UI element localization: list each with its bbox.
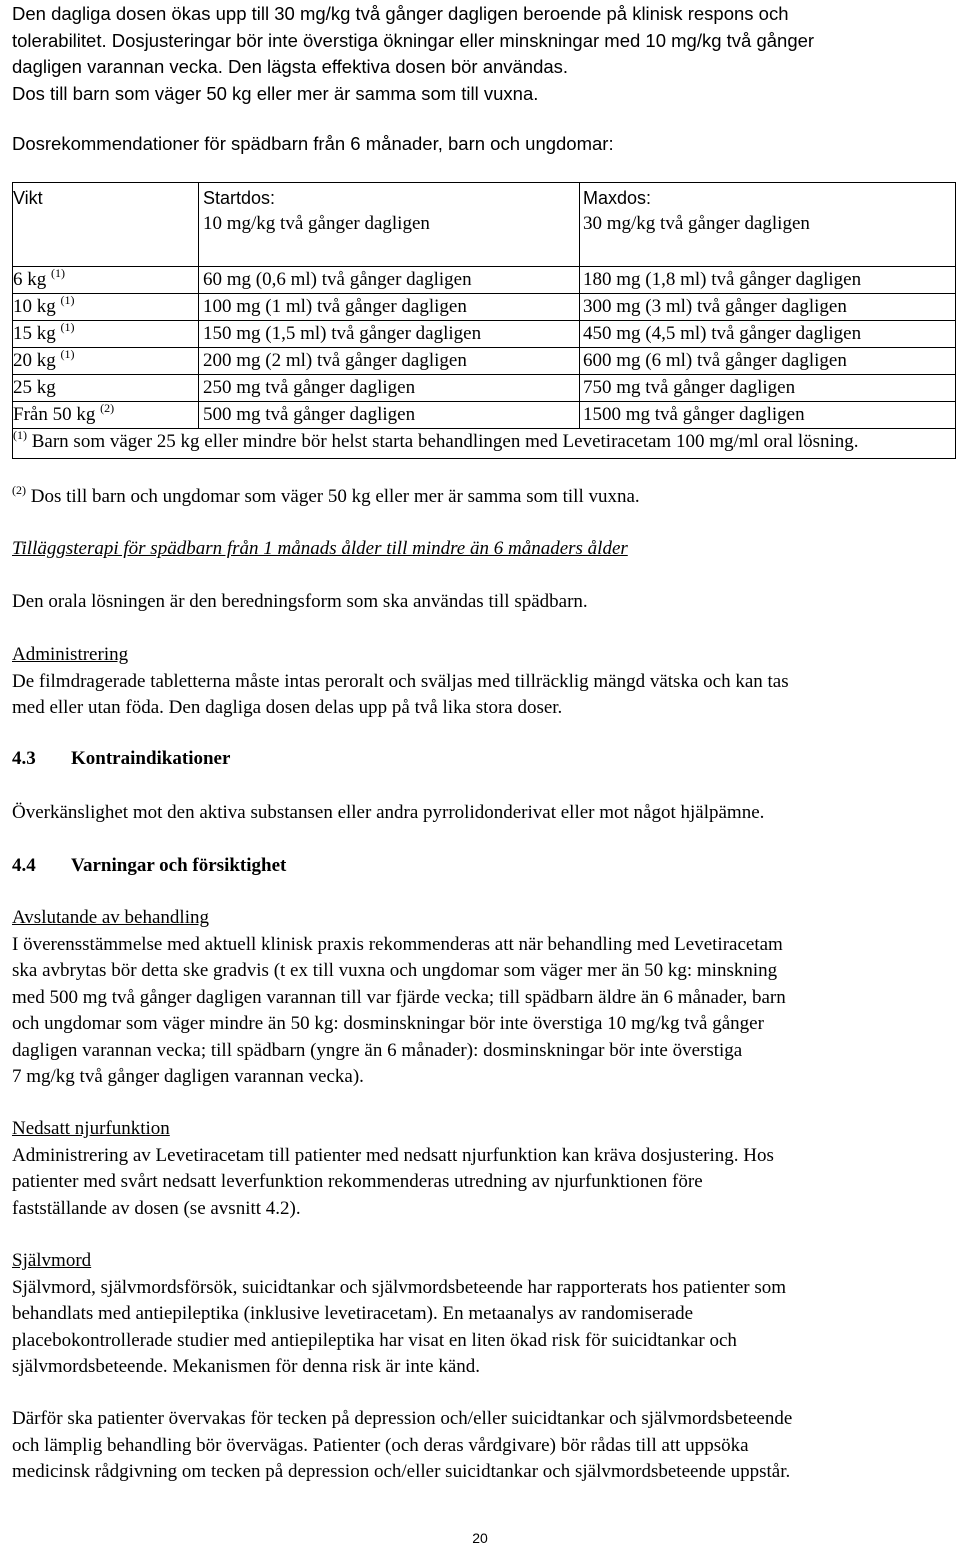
weight-text: 10 kg	[13, 296, 56, 317]
renal-heading: Nedsatt njurfunktion	[12, 1118, 170, 1139]
suicide-line: självmordsbeteende. Mekanismen för denna risk är inte känd.	[12, 1356, 480, 1377]
footnote-1-text: Barn som väger 25 kg eller mindre bör helst starta behandlingen med Levetiracetam 100 mg/ml oral lösning.	[31, 431, 859, 452]
header-weight-text: Vikt	[13, 188, 43, 208]
suicide-line: medicinsk rådgivning om tecken på depression och/eller suicidtankar och självmordsbeteende uppstår.	[12, 1461, 791, 1482]
suicide-followup	[12, 1406, 952, 1486]
suicide-line: Självmord, självmordsförsök, suicidtankar och självmordsbeteende har rapporterats hos patienter som	[12, 1276, 787, 1298]
contraindication-text: Överkänslighet mot den aktiva substansen eller andra pyrrolidonderivat eller mot något hjälpämne.	[12, 802, 765, 823]
suicide-line: och lämplig behandling bör övervägas. Patienter (och deras vårdgivare) bör rådas till att uppsöka	[12, 1434, 749, 1456]
renal-section	[12, 1116, 952, 1222]
dose-table	[12, 182, 956, 459]
weight-text: Från 50 kg	[13, 404, 96, 425]
section-number: 4.4	[12, 855, 36, 876]
cell-max: 450 mg (4,5 ml) två gånger dagligen	[580, 321, 956, 348]
cell-weight	[13, 321, 199, 348]
footnote-mark: (1)	[60, 347, 75, 361]
intro-line: Dos till barn som väger 50 kg eller mer är samma som till vuxna.	[12, 82, 539, 104]
suicide-line: placebokontrollerade studier med antiepileptika har visat en liten ökad risk för suicidtankar och	[12, 1329, 737, 1351]
cell-weight	[13, 402, 199, 429]
table-row	[13, 348, 956, 375]
weight-text: 15 kg	[13, 323, 56, 344]
table-row	[13, 321, 956, 348]
cell-start: 200 mg (2 ml) två gånger dagligen	[199, 348, 580, 375]
table-footnote-row	[13, 429, 956, 459]
discontinuation-heading: Avslutande av behandling	[12, 907, 209, 928]
header-max	[580, 183, 956, 267]
cell-max: 180 mg (1,8 ml) två gånger dagligen	[580, 267, 956, 294]
discontinuation-line: dagligen varannan vecka; till spädbarn (yngre än 6 månader): dosminskningar bör inte överstiga	[12, 1039, 743, 1061]
section-4-4-heading	[12, 853, 952, 880]
section-title: Varningar och försiktighet	[71, 855, 287, 876]
footnote-mark: (1)	[13, 428, 27, 442]
cell-start: 100 mg (1 ml) två gånger dagligen	[199, 294, 580, 321]
addon-heading-text: Tilläggsterapi för spädbarn från 1 månads ålder till mindre än 6 månaders ålder	[12, 538, 628, 559]
suicide-line: Därför ska patienter övervakas för tecken på depression och/eller suicidtankar och självmordsbeteende	[12, 1408, 793, 1429]
table-row	[13, 267, 956, 294]
section-4-3-heading	[12, 746, 952, 773]
header-weight	[13, 183, 199, 267]
section-4-3-text	[12, 800, 952, 827]
cell-weight	[13, 375, 199, 402]
footnote-mark: (1)	[60, 320, 75, 334]
footnote-mark: (2)	[12, 483, 26, 497]
page-number: 20	[472, 1530, 488, 1546]
cell-weight	[13, 267, 199, 294]
cell-max: 300 mg (3 ml) två gånger dagligen	[580, 294, 956, 321]
discontinuation-line: ska avbrytas bör detta ske gradvis (t ex till vuxna och ungdomar som väger mer än 50 kg: minskning	[12, 960, 778, 981]
administration-line: De filmdragerade tabletterna måste intas peroralt och sväljas med tillräcklig mängd vätska och kan tas	[12, 670, 789, 692]
cell-start: 150 mg (1,5 ml) två gånger dagligen	[199, 321, 580, 348]
intro-paragraph	[12, 1, 952, 107]
discontinuation-section	[12, 905, 952, 1091]
table-header-row	[13, 183, 956, 267]
header-start-value: 10 mg/kg två gånger dagligen	[203, 213, 430, 234]
addon-heading	[12, 536, 952, 563]
footnote-mark: (1)	[51, 266, 65, 280]
addon-paragraph	[12, 589, 952, 616]
cell-start: 60 mg (0,6 ml) två gånger dagligen	[199, 267, 580, 294]
weight-text: 6 kg	[13, 269, 47, 290]
administration-section	[12, 642, 952, 722]
renal-line: fastställande av dosen (se avsnitt 4.2).	[12, 1197, 301, 1219]
administration-heading: Administrering	[12, 644, 129, 665]
discontinuation-line: med 500 mg två gånger dagligen varannan till var fjärde vecka; till spädbarn äldre än 6 månader, barn	[12, 986, 786, 1008]
discontinuation-line: 7 mg/kg två gånger dagligen varannan vecka).	[12, 1066, 364, 1087]
header-start-label: Startdos:	[203, 188, 276, 208]
footnote-mark: (1)	[60, 293, 75, 307]
administration-line: med eller utan föda. Den dagliga dosen delas upp på två lika stora doser.	[12, 697, 563, 718]
cell-max: 600 mg (6 ml) två gånger dagligen	[580, 348, 956, 375]
section-title: Kontraindikationer	[71, 748, 231, 769]
intro-line: tolerabilitet. Dosjusteringar bör inte överstiga ökningar eller minskningar med 10 mg/kg två gånger	[12, 29, 815, 51]
renal-line: patienter med svårt nedsatt leverfunktion rekommenderas utredning av njurfunktionen före	[12, 1171, 703, 1192]
suicide-heading: Självmord	[12, 1250, 92, 1271]
table-footnote-2	[12, 484, 952, 511]
suicide-line: behandlats med antiepileptika (inklusive levetiracetam). En metaanalys av randomiserade	[12, 1303, 694, 1324]
addon-text: Den orala lösningen är den beredningsform som ska användas till spädbarn.	[12, 591, 588, 612]
suicide-section	[12, 1248, 952, 1381]
table-row	[13, 375, 956, 402]
footnote-2-text: Dos till barn och ungdomar som väger 50 kg eller mer är samma som till vuxna.	[30, 486, 640, 507]
discontinuation-line: och ungdomar som väger mindre än 50 kg: dosminskningar bör inte överstiga 10 mg/kg två gånger	[12, 1013, 764, 1034]
weight-text: 25 kg	[13, 377, 56, 398]
intro-line: Den dagliga dosen ökas upp till 30 mg/kg två gånger dagligen beroende på klinisk respons och	[12, 3, 789, 24]
table-row	[13, 402, 956, 429]
footnote-mark: (2)	[100, 401, 115, 415]
table-intro	[12, 131, 952, 158]
header-max-value: 30 mg/kg två gånger dagligen	[583, 213, 810, 234]
cell-max: 750 mg två gånger dagligen	[580, 375, 956, 402]
cell-start: 500 mg två gånger dagligen	[199, 402, 580, 429]
header-start	[199, 183, 580, 267]
table-row	[13, 294, 956, 321]
cell-weight	[13, 348, 199, 375]
renal-line: Administrering av Levetiracetam till patienter med nedsatt njurfunktion kan kräva dosjustering. Hos	[12, 1144, 774, 1166]
table-footnote-1	[13, 429, 956, 459]
cell-start: 250 mg två gånger dagligen	[199, 375, 580, 402]
cell-max: 1500 mg två gånger dagligen	[580, 402, 956, 429]
weight-text: 20 kg	[13, 350, 56, 371]
header-max-label: Maxdos:	[583, 188, 652, 208]
section-number: 4.3	[12, 748, 36, 769]
table-intro-text: Dosrekommendationer för spädbarn från 6 månader, barn och ungdomar:	[12, 133, 614, 154]
intro-line: dagligen varannan vecka. Den lägsta effektiva dosen bör användas.	[12, 56, 569, 77]
cell-weight	[13, 294, 199, 321]
discontinuation-line: I överensstämmelse med aktuell klinisk praxis rekommenderas att när behandling med Levetiracetam	[12, 933, 783, 955]
